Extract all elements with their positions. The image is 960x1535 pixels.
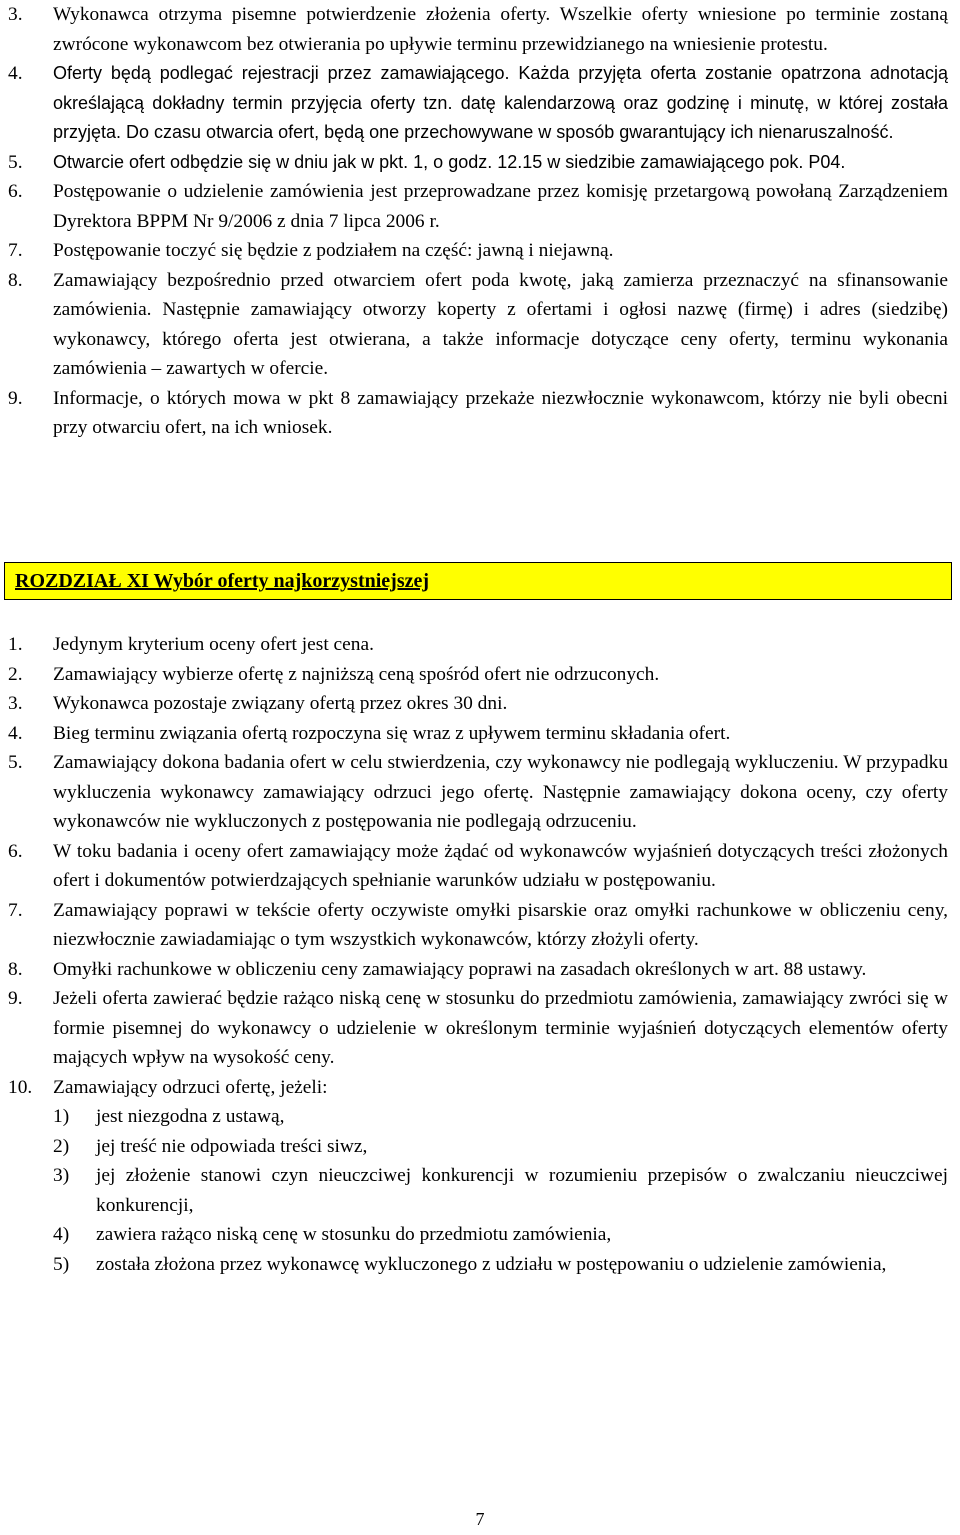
sub-list-item — [53, 1132, 948, 1162]
sub-item-text: jest niezgodna z ustawą, — [96, 1106, 285, 1127]
item-number: 9. — [8, 988, 23, 1009]
list-item — [8, 384, 948, 443]
item-text: Zamawiający bezpośrednio przed otwarciem ofert poda kwotę, jaką zamierza przeznaczyć na sfinansowanie zamówienia. Następnie zamawiający otworzy koperty z ofertami i ogłosi nazwę (firmę) i adres (siedzibę) wykonawcy, którego oferta jest otwierana, a także informacje dotyczące ceny oferty, terminu wykonania zamówienia – zawartych w ofercie. — [53, 269, 948, 379]
list-item — [8, 748, 948, 837]
section-x-list — [8, 0, 948, 443]
item-number: 5. — [8, 752, 23, 773]
item-number: 9. — [8, 387, 23, 409]
page-number: 7 — [475, 1509, 485, 1529]
sub-list-item — [53, 1250, 948, 1280]
item-number: 2. — [8, 663, 23, 685]
item-text: Wykonawca pozostaje związany ofertą przez okres 30 dni. — [53, 693, 508, 714]
list-item — [8, 148, 948, 178]
item-text: Jeżeli oferta zawierać będzie rażąco niską cenę w stosunku do przedmiotu zamówienia, zamawiający zwróci się w formie pisemnej do wykonawcy o udzielenie w określonym terminie wyjaśnień dotyczących elementów oferty mających wpływ na wysokość ceny. — [53, 988, 948, 1068]
sub-list-item — [53, 1161, 948, 1220]
list-item — [8, 0, 948, 59]
item-number: 8. — [8, 269, 23, 291]
chapter-heading: ROZDZIAŁ XI Wybór oferty najkorzystniejszej — [15, 570, 430, 592]
list-item — [8, 896, 948, 955]
item-number: 4. — [8, 722, 23, 744]
sub-item-number: 4) — [53, 1224, 70, 1245]
list-item — [8, 689, 948, 719]
item-number: 10. — [8, 1076, 33, 1098]
item-text: Otwarcie ofert odbędzie się w dniu jak w pkt. 1, o godz. 12.15 w siedzibie zamawiającego pok. P04. — [53, 151, 846, 172]
item-text: Postępowanie o udzielenie zamówienia jest przeprowadzane przez komisję przetargową powołaną Zarządzeniem Dyrektora BPPM Nr 9/2006 z dnia 7 lipca 2006 r. — [53, 181, 948, 232]
sub-item-text: jej złożenie stanowi czyn nieuczciwej konkurencji w rozumieniu przepisów o zwalczaniu nieuczciwej konkurencji, — [96, 1165, 948, 1216]
sub-item-number: 2) — [53, 1135, 70, 1157]
item-text: Zamawiający poprawi w tekście oferty oczywiste omyłki pisarskie oraz omyłki rachunkowe w obliczeniu ceny, niezwłocznie zawiadamiając o tym wszystkich wykonawców, którzy złożyli oferty. — [53, 899, 948, 950]
item-text: Jedynym kryterium oceny ofert jest cena. — [53, 634, 374, 655]
sub-item-text: zawiera rażąco niską cenę w stosunku do przedmiotu zamówienia, — [96, 1224, 612, 1245]
sub-item-number: 3) — [53, 1165, 70, 1186]
item-text: Omyłki rachunkowe w obliczeniu ceny zamawiający poprawi na zasadach określonych w art. 88 ustawy. — [53, 958, 867, 980]
list-item — [8, 955, 948, 985]
item-number: 7. — [8, 899, 23, 921]
item-number: 6. — [8, 181, 23, 202]
list-item — [8, 719, 948, 749]
list-item — [8, 236, 948, 266]
item-text: Oferty będą podlegać rejestracji przez zamawiającego. Każda przyjęta oferta zostanie opatrzona adnotacją określającą dokładny termin przyjęcia oferty tzn. datę kalendarzową oraz godzinę i minutę, w której została przyjęta. Do czasu otwarcia ofert, będą one przechowywane w sposób gwarantujący ich nienaruszalność. — [53, 63, 948, 142]
list-item — [8, 177, 948, 236]
item-text: W toku badania i oceny ofert zamawiający może żądać od wykonawców wyjaśnień dotyczących treści złożonych ofert i dokumentów potwierdzających spełnianie warunków udziału w postępowaniu. — [53, 840, 948, 891]
item-number: 7. — [8, 240, 23, 261]
sub-item-text: została złożona przez wykonawcę wykluczonego z udziału w postępowaniu o udzielenie zamówienia, — [96, 1253, 887, 1275]
list-item — [8, 630, 948, 660]
item-text: Postępowanie toczyć się będzie z podziałem na część: jawną i niejawną. — [53, 240, 614, 261]
list-item — [8, 59, 948, 148]
item-number: 3. — [8, 4, 23, 25]
item-text: Zamawiający odrzuci ofertę, jeżeli: — [53, 1076, 328, 1098]
item-text: Wykonawca otrzyma pisemne potwierdzenie złożenia oferty. Wszelkie oferty wniesione po terminie zostaną zwrócone wykonawcom bez otwierania po upływie terminu przewidzianego na wniesienie protestu. — [53, 4, 948, 55]
section-xi-list — [8, 630, 948, 1279]
list-item — [8, 266, 948, 384]
sub-item-number: 5) — [53, 1253, 70, 1275]
list-item — [8, 1073, 948, 1103]
list-item — [8, 837, 948, 896]
list-item — [8, 984, 948, 1073]
sub-item-text: jej treść nie odpowiada treści siwz, — [96, 1135, 368, 1157]
item-number: 4. — [8, 63, 23, 84]
item-number: 3. — [8, 693, 23, 714]
item-text: Informacje, o których mowa w pkt 8 zamawiający przekaże niezwłocznie wykonawcom, którzy nie byli obecni przy otwarciu ofert, na ich wniosek. — [53, 387, 948, 438]
sub-list-item — [53, 1102, 948, 1132]
item-text: Zamawiający wybierze ofertę z najniższą ceną spośród ofert nie odrzuconych. — [53, 663, 660, 685]
sub-item-number: 1) — [53, 1106, 70, 1127]
item-number: 8. — [8, 958, 23, 980]
sub-list-item — [53, 1220, 948, 1250]
item-text: Bieg terminu związania ofertą rozpoczyna się wraz z upływem terminu składania ofert. — [53, 722, 731, 744]
item-number: 6. — [8, 840, 23, 862]
item-number: 1. — [8, 634, 23, 655]
list-item — [8, 660, 948, 690]
chapter-heading-box — [4, 562, 952, 600]
item-number: 5. — [8, 151, 23, 173]
item-text: Zamawiający dokona badania ofert w celu stwierdzenia, czy wykonawcy nie podlegają wykluczeniu. W przypadku wykluczenia wykonawcy zamawiający odrzuci jego ofertę. Następnie zamawiający dokona oceny, czy oferty wykonawców nie wykluczonych z postępowania nie podlegają odrzuceniu. — [53, 752, 948, 832]
